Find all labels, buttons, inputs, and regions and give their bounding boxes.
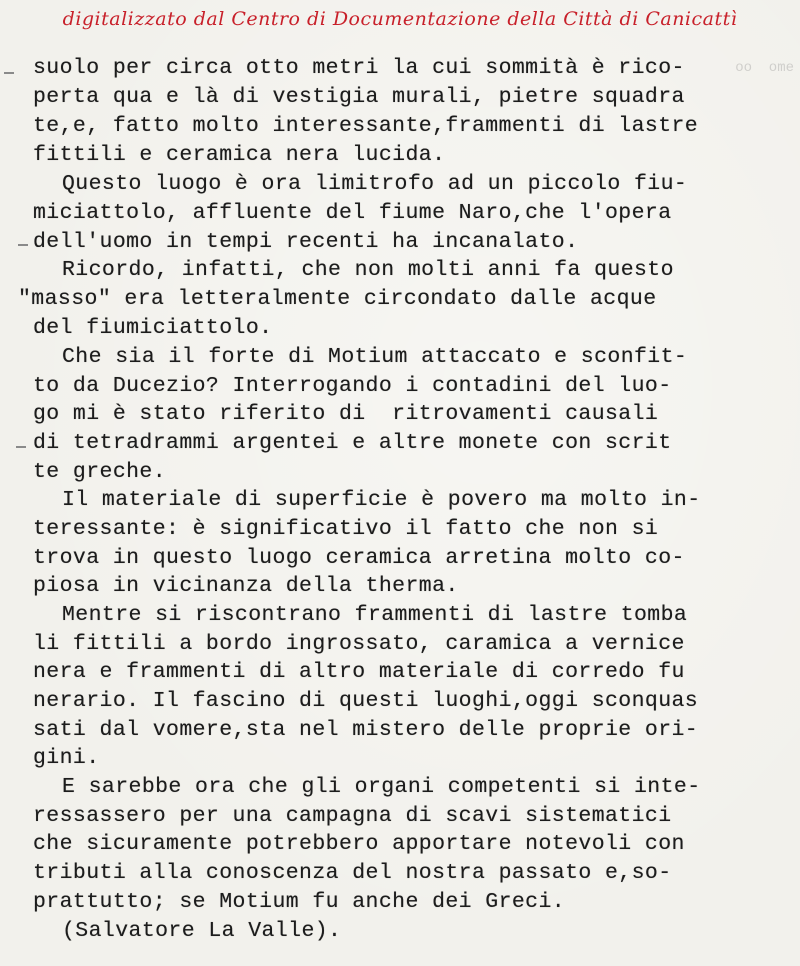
show-through-texture xyxy=(735,60,800,108)
text-line: Mentre si riscontrano frammenti di lastre tomba xyxy=(62,603,688,627)
text-line: piosa in vicinanza della therma. xyxy=(33,574,459,598)
text-line: (Salvatore La Valle). xyxy=(62,919,342,943)
margin-tick xyxy=(16,446,26,448)
text-line: teressante: è significativo il fatto che non si xyxy=(33,517,659,541)
text-line: dell'uomo in tempi recenti ha incanalato. xyxy=(33,230,579,254)
bleed-fragment: oo ome xyxy=(735,60,794,76)
text-line: nerario. Il fascino di questi luoghi,oggi sconquas xyxy=(33,689,699,713)
text-line: fittili e ceramica nera lucida. xyxy=(33,143,446,167)
text-line: "masso" era letteralmente circondato dalle acque xyxy=(18,287,657,311)
text-line: nera e frammenti di altro materiale di corredo fu xyxy=(33,660,685,684)
text-line: Ricordo, infatti, che non molti anni fa questo xyxy=(62,258,674,282)
text-line: di tetradrammi argentei e altre monete con scrit xyxy=(33,431,672,455)
text-line: gini. xyxy=(33,746,100,770)
margin-tick xyxy=(4,72,14,74)
text-line: Questo luogo è ora limitrofo ad un piccolo fiu- xyxy=(62,172,688,196)
text-line: del fiumiciattolo. xyxy=(33,316,273,340)
text-line: te,e, fatto molto interessante,frammenti di lastre xyxy=(33,114,699,138)
digitization-watermark: digitalizzato dal Centro di Documentazione della Città di Canicattì xyxy=(62,8,738,30)
text-line: to da Ducezio? Interrogando i contadini del luo- xyxy=(33,374,672,398)
text-line: trova in questo luogo ceramica arretina molto co- xyxy=(33,546,685,570)
text-line: sati dal vomere,sta nel mistero delle proprie ori- xyxy=(33,718,699,742)
margin-tick xyxy=(18,244,28,246)
text-line: Che sia il forte di Motium attaccato e sconfit- xyxy=(62,345,688,369)
text-line: tributi alla conoscenza del nostra passato e,so- xyxy=(33,861,672,885)
text-line: suolo per circa otto metri la cui sommità è rico- xyxy=(33,56,685,80)
text-line: perta qua e là di vestigia murali, pietre squadra xyxy=(33,85,685,109)
text-line: miciattolo, affluente del fiume Naro,che l'opera xyxy=(33,201,672,225)
text-line: ressassero per una campagna di scavi sistematici xyxy=(33,804,672,828)
text-line: li fittili a bordo ingrossato, caramica a vernice xyxy=(33,632,685,656)
text-line: E sarebbe ora che gli organi competenti si inte- xyxy=(62,775,701,799)
text-line: go mi è stato riferito di ritrovamenti causali xyxy=(33,402,659,426)
text-line: te greche. xyxy=(33,460,167,484)
text-line: prattutto; se Motium fu anche dei Greci. xyxy=(33,890,566,914)
text-line: Il materiale di superficie è povero ma molto in- xyxy=(62,488,701,512)
text-line: che sicuramente potrebbero apportare notevoli con xyxy=(33,832,685,856)
